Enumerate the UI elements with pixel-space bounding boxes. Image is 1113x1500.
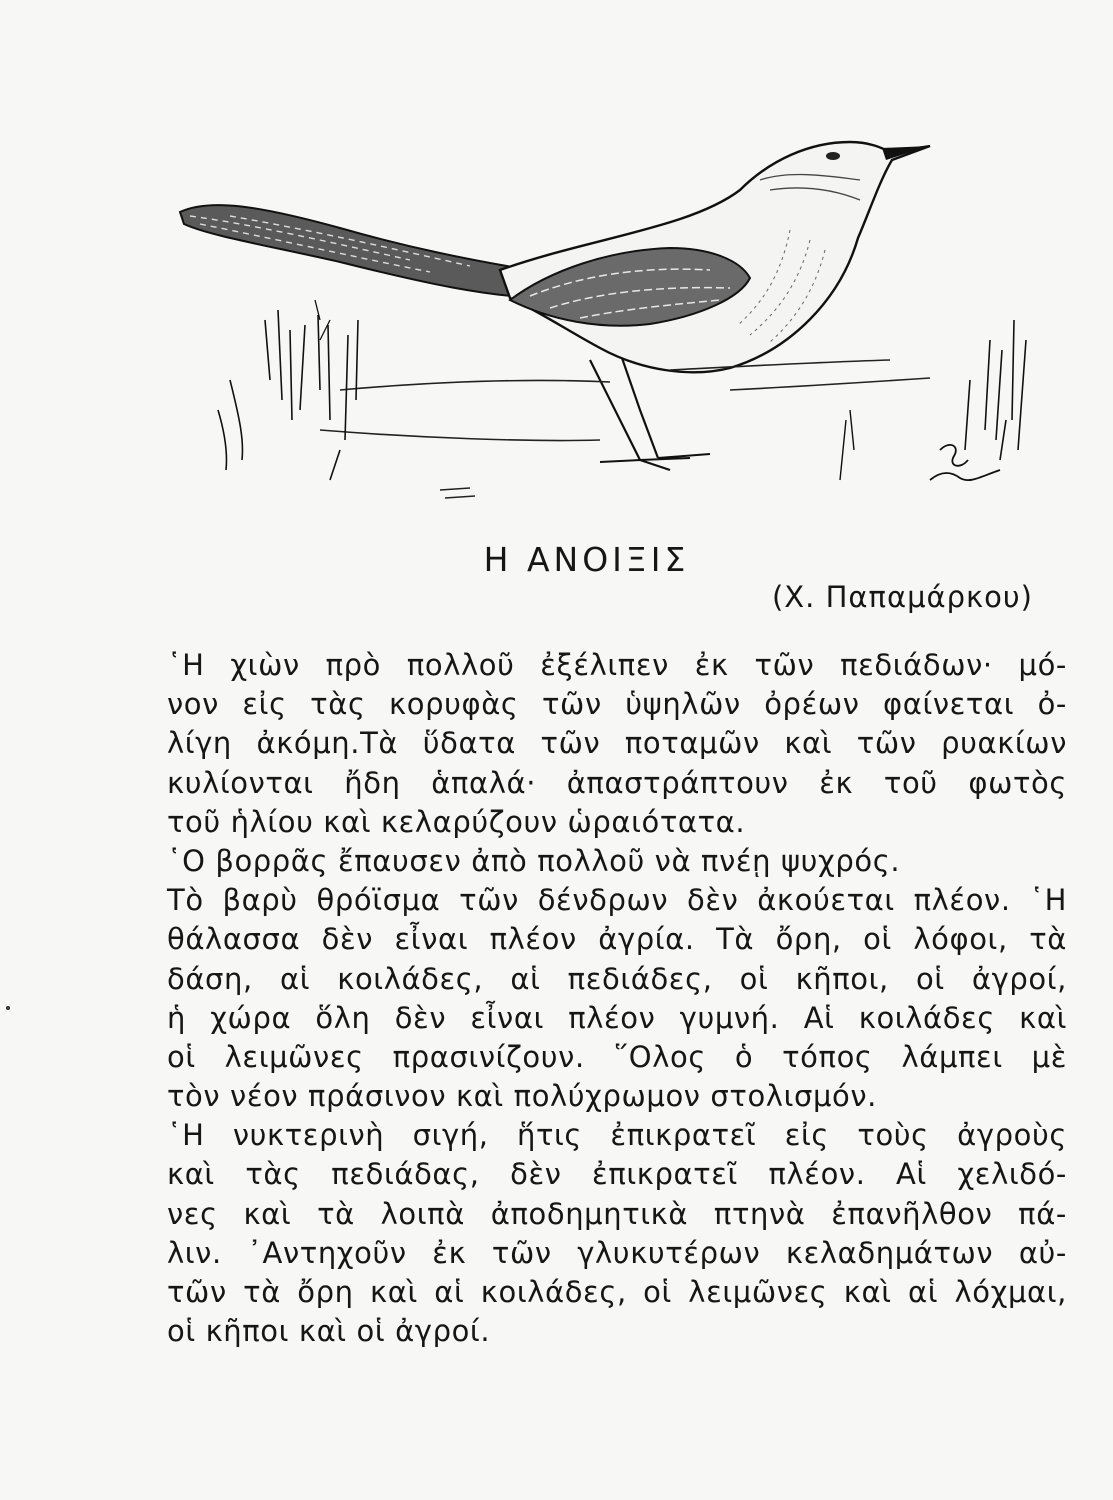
text-line: τῶν τὰ ὄρη καὶ αἱ κοιλάδες, οἱ λειμῶνες καὶ αἱ λόχμαι,	[167, 1275, 1067, 1309]
body-text	[167, 646, 1067, 1351]
text-line: ἡ χώρα ὅλη δὲν εἶναι πλέον γυμνή. Αἱ κοιλάδες καὶ	[167, 1000, 1067, 1035]
text-line: νον εἰς τὰς κορυφὰς τῶν ὑψηλῶν ὀρέων φαίνεται ὀ-	[167, 687, 1067, 722]
text-line: οἱ κῆποι καὶ οἱ ἀγροί.	[167, 1314, 491, 1349]
text-line: λιν. ᾿Αντηχοῦν ἐκ τῶν γλυκυτέρων κελαδημάτων αὐ-	[167, 1235, 1067, 1270]
text-line: Τὸ βαρὺ θρόϊσμα τῶν δένδρων δὲν ἀκούεται πλέον. ῾Η	[167, 883, 1067, 918]
text-line: οἱ λειμῶνες πρασινίζουν. ῞Ολος ὁ τόπος λάμπει μὲ	[167, 1039, 1067, 1074]
text-line: λίγη ἀκόμη.Τὰ ὕδατα τῶν ποταμῶν καὶ τῶν ρυακίων	[167, 726, 1067, 761]
bird-illustration	[170, 120, 1040, 510]
page-title: Η ΑΝΟΙΞΙΣ	[483, 540, 690, 579]
author-credit: (Χ. Παπαμάρκου)	[771, 580, 1033, 614]
text-line: νες καὶ τὰ λοιπὰ ἀποδημητικὰ πτηνὰ ἐπανῆλθον πά-	[167, 1196, 1067, 1231]
bird-drawing	[170, 120, 1040, 510]
page-speck	[6, 1006, 10, 1010]
paragraph	[167, 1116, 1067, 1351]
paragraph	[167, 646, 1067, 842]
text-line: δάση, αἱ κοιλάδες, αἱ πεδιάδες, οἱ κῆποι, οἱ ἀγροί,	[167, 961, 1067, 996]
text-line: καὶ τὰς πεδιάδας, δὲν ἐπικρατεῖ πλέον. Αἱ χελιδό-	[167, 1157, 1067, 1192]
text-line: ῾Η χιὼν πρὸ πολλοῦ ἐξέλιπεν ἐκ τῶν πεδιάδων· μό-	[167, 648, 1067, 682]
text-line: κυλίονται ἤδη ἁπαλά· ἀπαστράπτουν ἐκ τοῦ φωτὸς	[167, 765, 1067, 800]
paragraph	[167, 842, 1067, 1116]
text-line: θάλασσα δὲν εἶναι πλέον ἀγρία. Τὰ ὄρη, οἱ λόφοι, τὰ	[167, 922, 1067, 957]
text-line: ῾Η νυκτερινὴ σιγή, ἥτις ἐπικρατεῖ εἰς τοὺς ἀγροὺς	[167, 1118, 1067, 1153]
text-line: τοῦ ἡλίου καὶ κελαρύζουν ὡραιότατα.	[167, 804, 746, 839]
text-line: τὸν νέον πράσινον καὶ πολύχρωμον στολισμόν.	[167, 1079, 877, 1114]
text-line: ῾Ο βορρᾶς ἔπαυσεν ἀπὸ πολλοῦ νὰ πνέῃ ψυχρός.	[167, 843, 901, 878]
